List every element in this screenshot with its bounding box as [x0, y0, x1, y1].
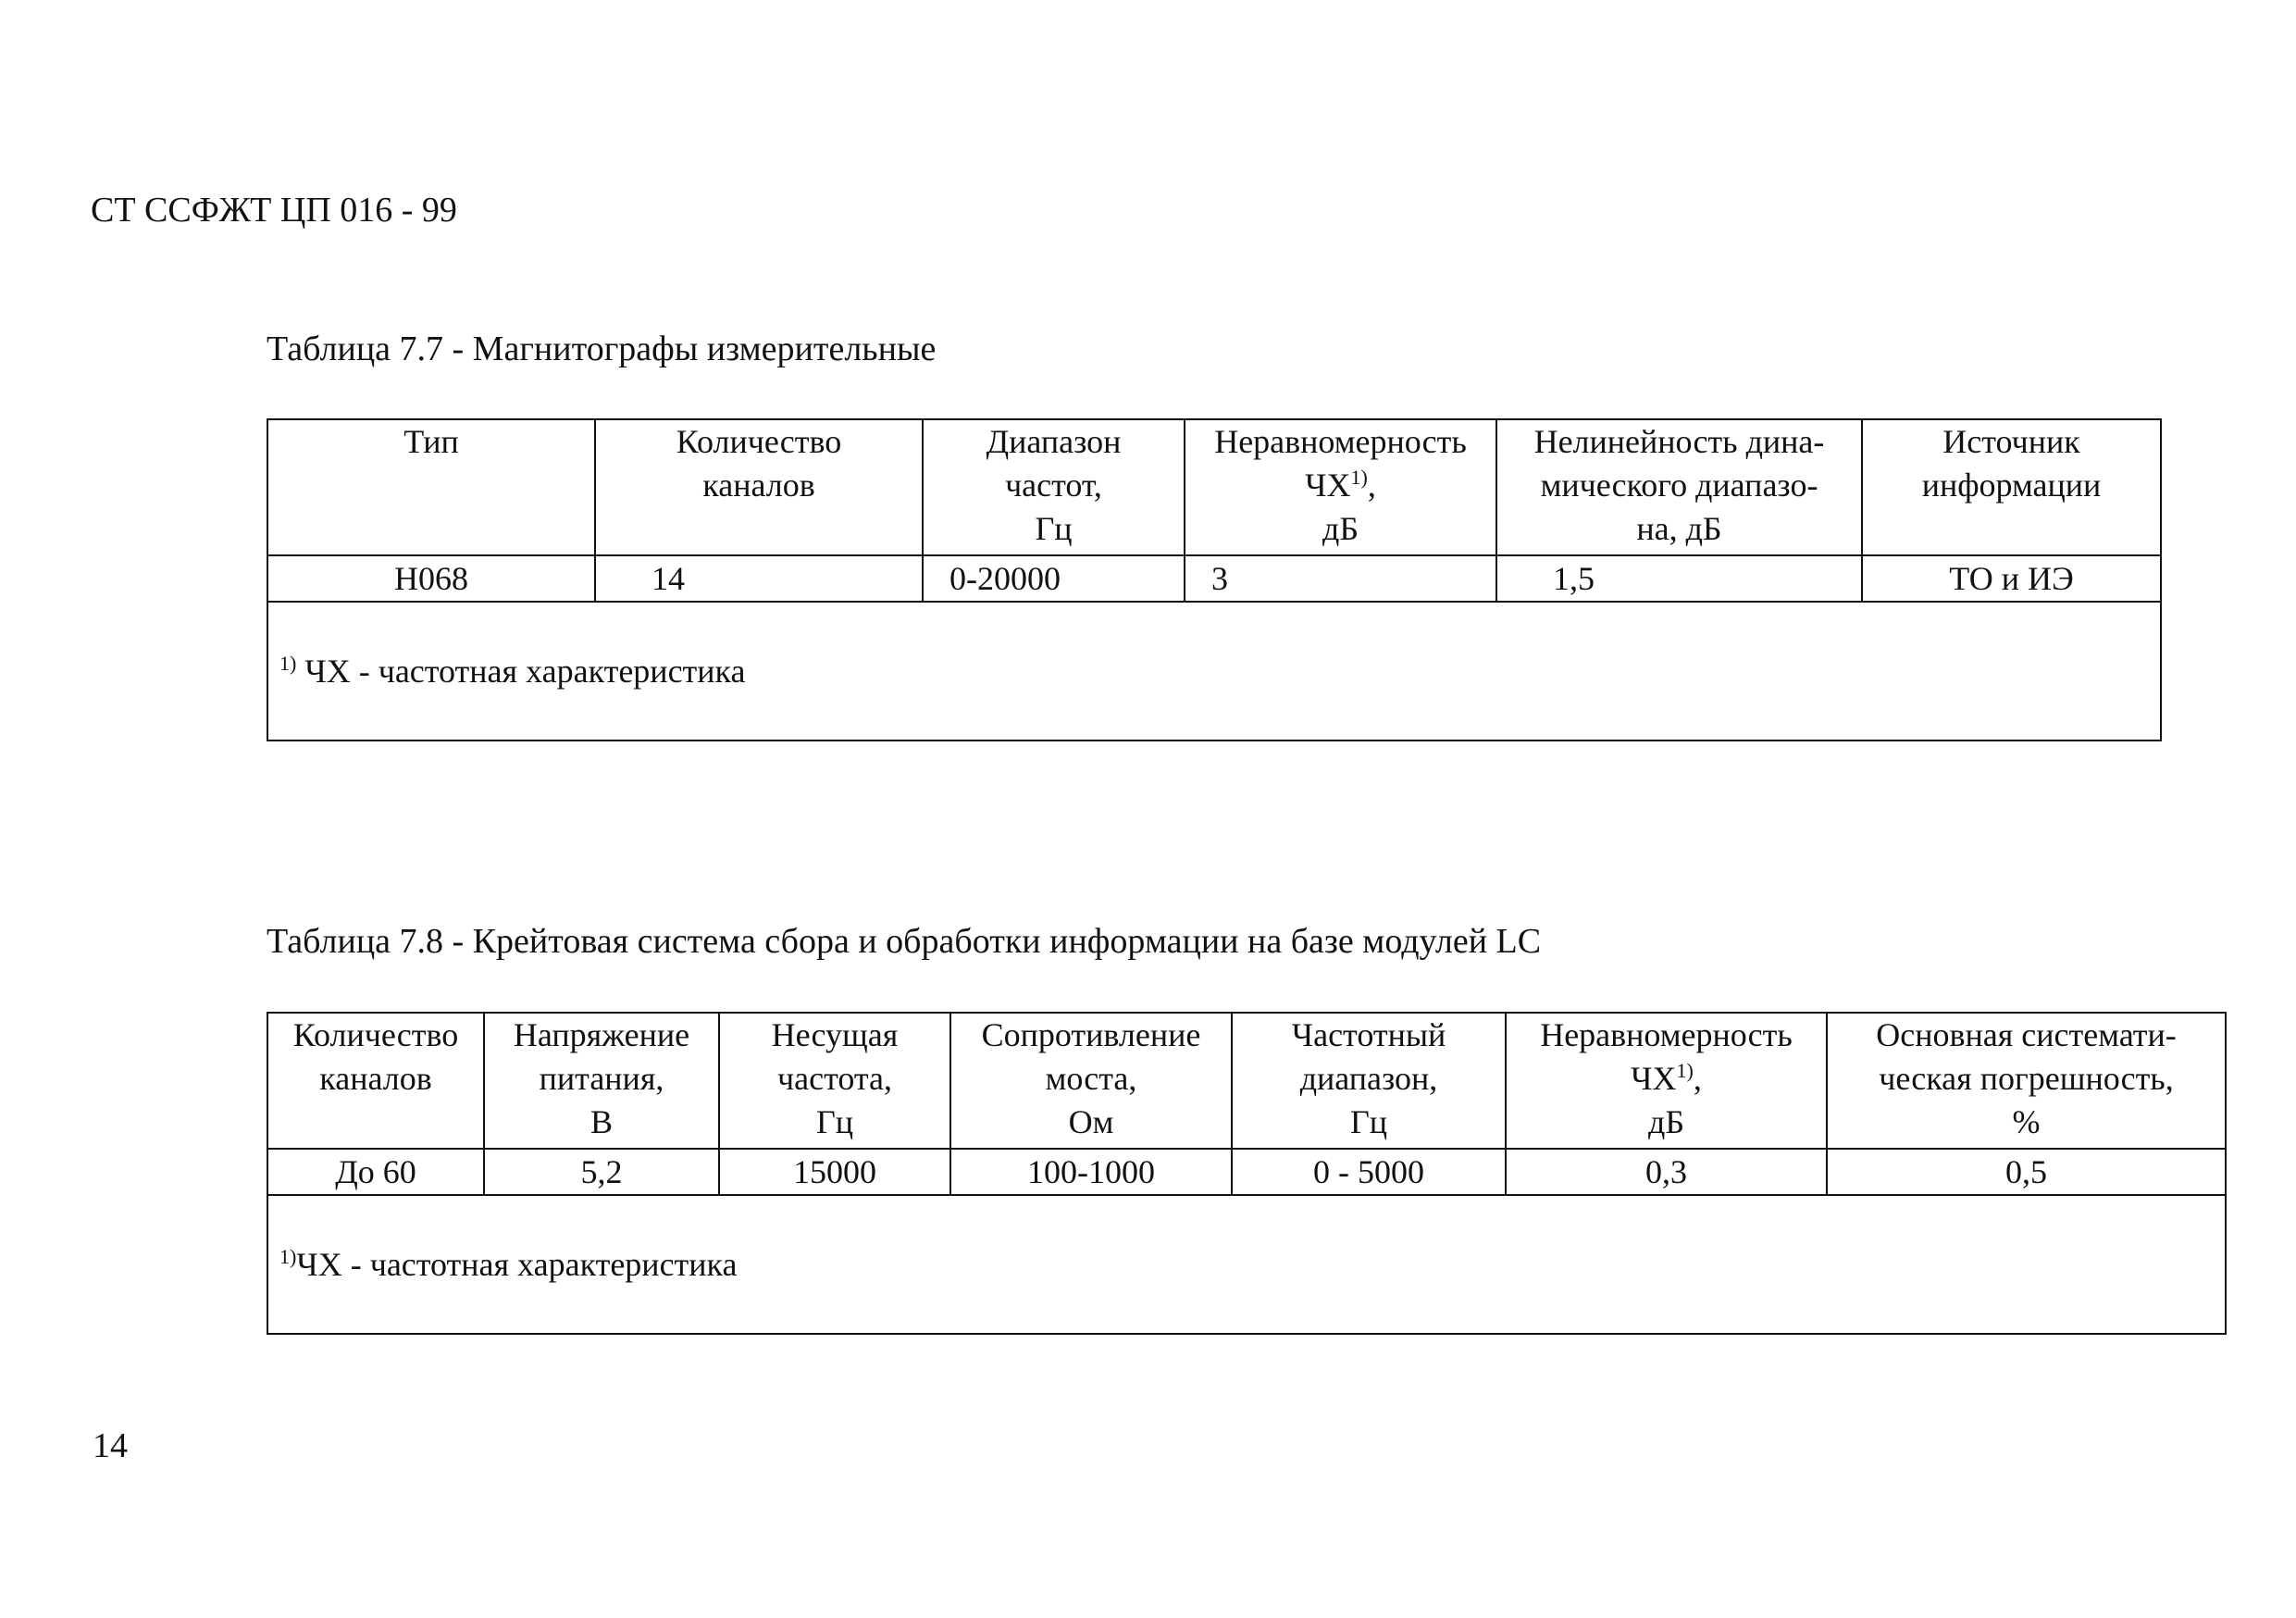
table1-footnote	[267, 602, 2161, 741]
cell-nonuniformity: 0,3	[1506, 1149, 1827, 1195]
table-magnetographs	[267, 418, 2162, 741]
cell-channels: До 60	[267, 1149, 484, 1195]
cell-supply-voltage: 5,2	[484, 1149, 719, 1195]
document-code: СТ ССФЖТ ЦП 016 - 99	[91, 191, 457, 230]
header-systematic-error: Основная системати- ческая погрешность, %	[1827, 1013, 2226, 1149]
header-supply-voltage: Напряжение питания, В	[484, 1013, 719, 1149]
header-nonuniformity: Неравномерность ЧХ$^{1)}$, дБ	[1506, 1013, 1827, 1149]
cell-bridge-resistance: 100-1000	[950, 1149, 1232, 1195]
footnote-text: ЧХ - частотная характеристика	[296, 652, 746, 690]
header-channels: Количество каналов	[595, 419, 923, 555]
cell-channels: 14	[595, 555, 923, 602]
table1-caption: Таблица 7.7 - Магнитографы измерительные	[267, 330, 937, 368]
cell-carrier-frequency: 15000	[719, 1149, 950, 1195]
footnote-text: ЧХ - частотная характеристика	[296, 1245, 738, 1283]
table1-header-row	[267, 419, 2161, 555]
footnote-mark: 1)	[279, 651, 297, 675]
table-row	[267, 1149, 2226, 1195]
table-row	[267, 555, 2161, 602]
table2-header-row	[267, 1013, 2226, 1149]
cell-frequency-range: 0-20000	[923, 555, 1185, 602]
header-carrier-frequency: Несущая частота, Гц	[719, 1013, 950, 1149]
header-nonlinearity: Нелинейность дина- мического диапазо- на, дБ	[1496, 419, 1862, 555]
table-crate-system	[267, 1012, 2227, 1335]
table2-caption: Таблица 7.8 - Крейтовая система сбора и обработки информации на базе модулей LC	[267, 922, 1542, 961]
header-nonuniformity: Неравномерность ЧХ$^{1)}$, дБ	[1185, 419, 1496, 555]
table1-footnote-row	[267, 602, 2161, 741]
header-type: Тип	[267, 419, 595, 555]
table2-footnote-row	[267, 1195, 2226, 1334]
footnote-mark: 1)	[279, 1244, 297, 1268]
cell-frequency-range: 0 - 5000	[1232, 1149, 1506, 1195]
cell-systematic-error: 0,5	[1827, 1149, 2226, 1195]
table2-footnote	[267, 1195, 2226, 1334]
cell-info-source: ТО и ИЭ	[1862, 555, 2161, 602]
header-info-source: Источник информации	[1862, 419, 2161, 555]
page-number: 14	[93, 1426, 128, 1465]
header-frequency-range: Диапазон частот, Гц	[923, 419, 1185, 555]
cell-nonuniformity: 3	[1185, 555, 1496, 602]
header-bridge-resistance: Сопротивление моста, Ом	[950, 1013, 1232, 1149]
cell-type: Н068	[267, 555, 595, 602]
header-channels: Количество каналов	[267, 1013, 484, 1149]
cell-nonlinearity: 1,5	[1496, 555, 1862, 602]
header-frequency-range: Частотный диапазон, Гц	[1232, 1013, 1506, 1149]
